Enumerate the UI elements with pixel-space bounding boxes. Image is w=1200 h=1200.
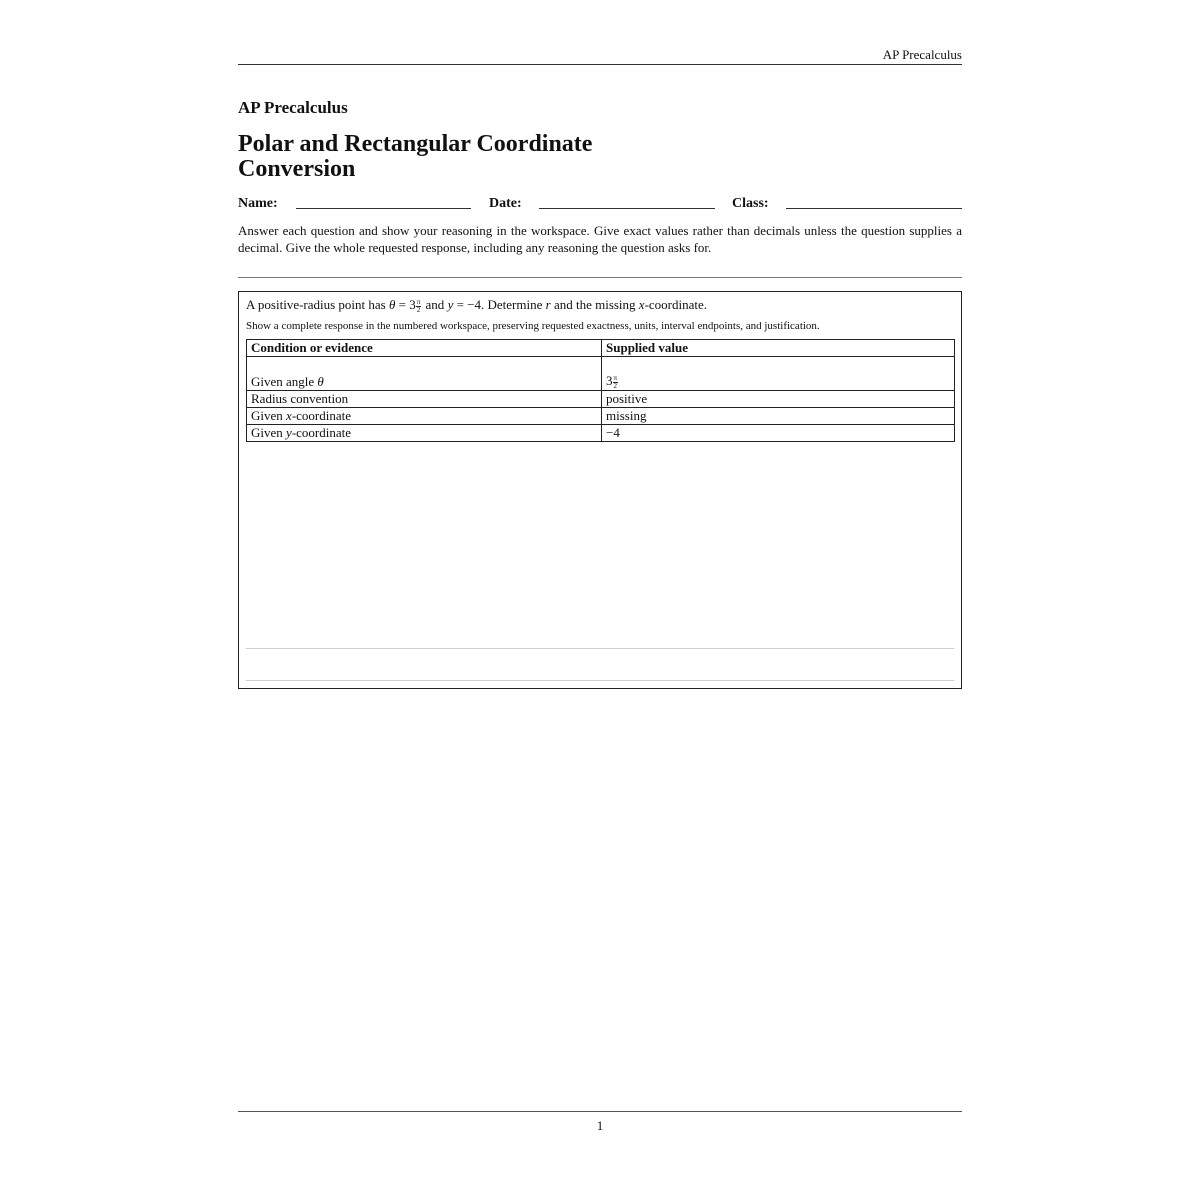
evidence-table [246, 339, 955, 442]
fraction-numerator: π [416, 297, 421, 306]
cell-variable: x [286, 408, 292, 423]
prompt-text: and the missing [553, 297, 636, 312]
cell-text: Given angle [251, 374, 315, 389]
question-prompt [246, 297, 707, 314]
section-rule [238, 277, 962, 278]
running-head: AP Precalculus [882, 47, 962, 62]
cell-variable: θ [317, 374, 324, 389]
fraction-numerator: π [613, 374, 618, 382]
value-cell: −4 [602, 425, 955, 442]
condition-cell [247, 408, 602, 425]
course-title: AP Precalculus [238, 98, 348, 117]
question-box [238, 291, 962, 689]
column-header: Condition or evidence [247, 340, 602, 357]
prompt-text: and [425, 297, 445, 312]
table-row [247, 408, 955, 425]
student-info-fields [238, 196, 962, 216]
page-number: 1 [596, 1118, 604, 1133]
condition-cell: Radius convention [247, 391, 602, 408]
cell-text: Given [251, 425, 283, 440]
table-row [247, 425, 955, 442]
question-note: Show a complete response in the numbered workspace, preserving requested exactness, units, interval endpoints, and justification. [246, 320, 820, 332]
name-field[interactable] [296, 208, 471, 209]
header-rule [238, 64, 962, 65]
value-cell [602, 357, 955, 391]
cell-variable: y [286, 425, 292, 440]
page-title: Polar and Rectangular Coordinate Conversion [238, 131, 593, 182]
y-variable: y [447, 297, 454, 312]
workspace-line[interactable] [246, 680, 954, 681]
worksheet-page [238, 0, 962, 1200]
fraction-denominator: 2 [416, 305, 421, 314]
fraction-denominator: 2 [613, 382, 618, 390]
value-cell: positive [602, 391, 955, 408]
name-label: Name: [238, 196, 278, 211]
cell-text: 3 [606, 373, 613, 389]
prompt-text: -coordinate. [644, 297, 708, 312]
prompt-text: = 3 [398, 297, 416, 312]
instructions: Answer each question and show your reasoning in the workspace. Give exact values rather than decimals unless the question supplies a decimal. Give the whole requested response, including any reasoning the question asks for. [238, 223, 962, 255]
r-variable: r [545, 297, 551, 312]
footer-rule [238, 1111, 962, 1112]
workspace-line[interactable] [246, 648, 954, 649]
theta-symbol: θ [389, 297, 396, 312]
table-row [247, 391, 955, 408]
date-field[interactable] [539, 208, 715, 209]
condition-cell [247, 425, 602, 442]
cell-text: -coordinate [291, 425, 352, 440]
fraction [613, 375, 619, 390]
prompt-text: = −4. Determine [456, 297, 543, 312]
fraction [416, 299, 422, 314]
condition-cell [247, 357, 602, 391]
x-variable: x [638, 297, 645, 312]
table-header-row [247, 340, 955, 357]
cell-text: -coordinate [291, 408, 352, 423]
class-label: Class: [732, 196, 769, 211]
value-cell: missing [602, 408, 955, 425]
column-header: Supplied value [602, 340, 955, 357]
cell-text: Given [251, 408, 283, 423]
class-field[interactable] [786, 208, 962, 209]
prompt-text: A positive-radius point has [246, 297, 386, 312]
date-label: Date: [489, 196, 522, 211]
table-row [247, 357, 955, 391]
